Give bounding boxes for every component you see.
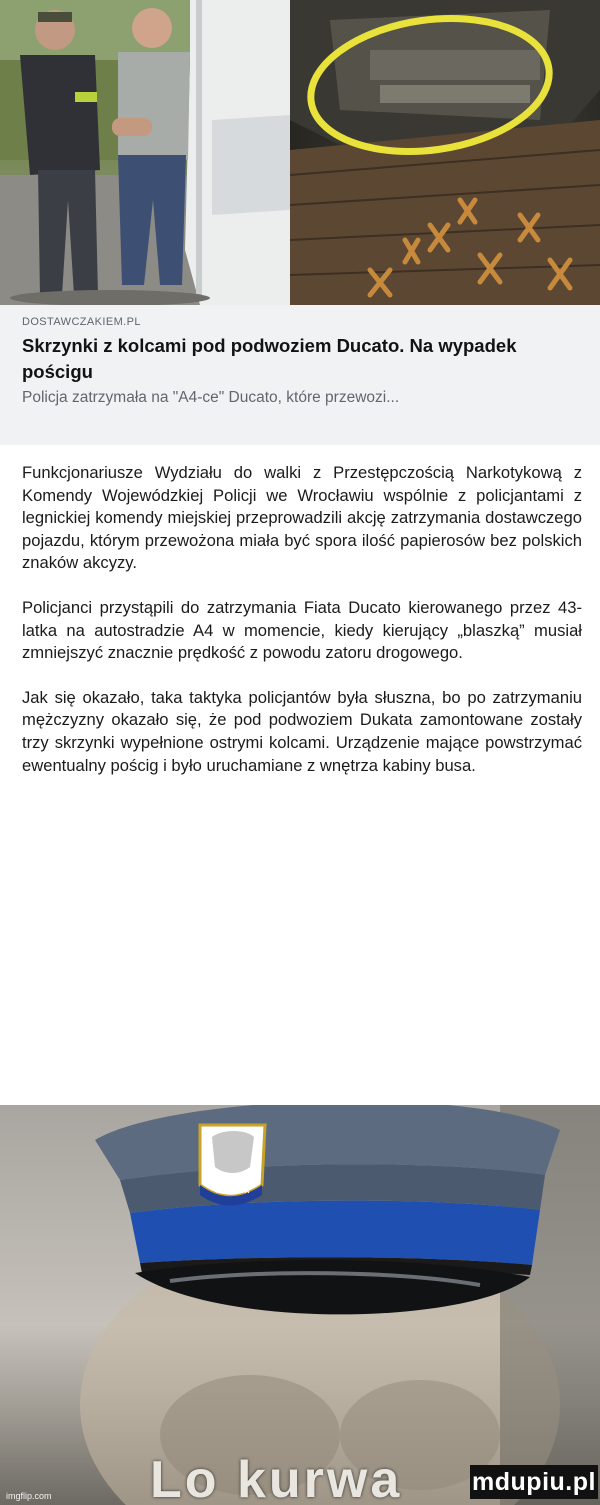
arrest-photo <box>0 0 290 305</box>
link-preview-card[interactable] <box>0 305 600 445</box>
article-paragraph: Jak się okazało, taka taktyka policjantów była słuszna, bo po zatrzymaniu mężczyzny okazało się, że pod podwoziem Dukata zamontowane zostały trzy skrzynki wypełnione ostrymi kolcami. Urządzenie mające powstrzymać ewentualny pościg i było uruchamiane z wnętrza kabiny busa. <box>22 687 582 775</box>
article-body <box>22 462 582 799</box>
arrest-photo-illustration <box>0 0 290 305</box>
meme-image <box>0 1105 600 1505</box>
article-paragraph: Policjanci przystąpili do zatrzymania Fiata Ducato kierowanego przez 43-latka na autostradzie A4 w momencie, kiedy kierujący „blaszką” musiał zmniejszyć znacznie prędkość z powodu zatoru drogowego. <box>22 597 582 663</box>
top-photos <box>0 0 600 305</box>
spikes-photo <box>290 0 600 305</box>
meme-caption: Lo kurwa <box>150 1451 403 1505</box>
card-title[interactable]: Skrzynki z kolcami pod podwoziem Ducato. Na wypadek pościgu <box>22 335 517 382</box>
imgflip-credit: imgflip.com <box>6 1491 52 1501</box>
spikes-photo-illustration <box>290 0 600 305</box>
card-description: Policja zatrzymała na "A4-ce" Ducato, które przewozi... <box>22 389 400 406</box>
article-paragraph: Funkcjonariusze Wydziału do walki z Przestępczością Narkotykową z Komendy Wojewódzkiej Policji we Wrocławiu wspólnie z policjantami z legnickiej komendy miejskiej przeprowadzili akcję zatrzymania dostawczego pojazdu, którym przewożona miała być spora ilość papierosów bez polskich znaków akcyzy. <box>22 463 582 573</box>
cap-badge-label: POLICJA <box>216 1188 250 1195</box>
site-watermark: mdupiu.pl <box>470 1465 598 1499</box>
police-cap-illustration <box>0 1105 600 1505</box>
card-domain: DOSTAWCZAKIEM.PL <box>22 316 141 328</box>
